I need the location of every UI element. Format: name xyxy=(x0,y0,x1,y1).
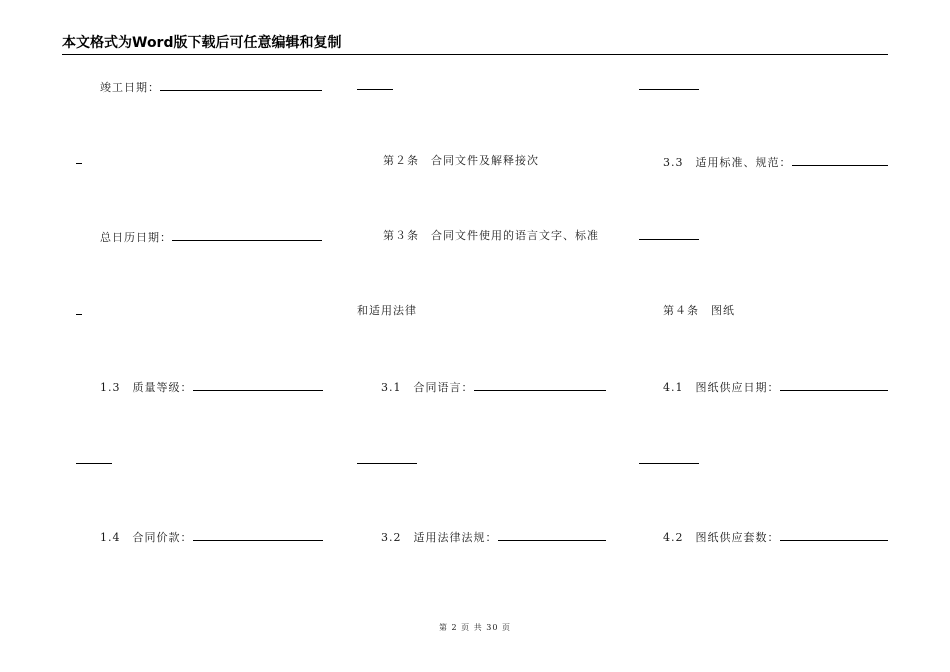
drawing-date-line xyxy=(663,379,888,395)
page-footer xyxy=(0,623,950,633)
standards-label: 3.3 适用标准、规范： xyxy=(663,156,792,169)
article-2 xyxy=(383,154,539,168)
drawing-sets-label: 4.2 图纸供应套数： xyxy=(663,531,780,544)
quality-line xyxy=(100,379,323,395)
article-3-text-cont: 和适用法律 xyxy=(357,304,417,317)
article-2-text: 第２条 合同文件及解释接次 xyxy=(383,154,539,167)
article-3-line-2 xyxy=(357,304,417,318)
page-header xyxy=(62,34,888,55)
language-line xyxy=(381,379,606,395)
total-days-line xyxy=(100,229,322,245)
dash-mark xyxy=(76,163,82,164)
quality-blank-continued xyxy=(76,463,112,464)
standards-blank-continued xyxy=(639,239,699,240)
article-3-line-1 xyxy=(383,229,599,243)
standards-line xyxy=(663,154,888,170)
completion-date-label: 竣工日期： xyxy=(100,81,160,94)
drawing-date-blank xyxy=(780,379,888,391)
dash-mark xyxy=(76,314,82,315)
price-line xyxy=(100,529,323,545)
price-blank xyxy=(193,529,323,541)
total-days-label: 总日历日期： xyxy=(100,231,172,244)
law-label: 3.2 适用法律法规： xyxy=(381,531,498,544)
drawing-date-label: 4.1 图纸供应日期： xyxy=(663,381,780,394)
blank-continued xyxy=(639,89,699,90)
law-blank xyxy=(498,529,606,541)
price-label: 1.4 合同价款： xyxy=(100,531,193,544)
article-3-text: 第３条 合同文件使用的语言文字、标准 xyxy=(383,229,599,242)
header-title: 本文格式为Word版下载后可任意编辑和复制 xyxy=(62,35,342,51)
article-4-text: 第４条 图纸 xyxy=(663,304,735,317)
total-days-blank xyxy=(172,229,322,241)
standards-blank xyxy=(792,154,888,166)
article-4 xyxy=(663,304,735,318)
completion-date-blank xyxy=(160,79,322,91)
completion-date-line xyxy=(100,79,322,95)
quality-blank xyxy=(193,379,323,391)
drawing-sets-line xyxy=(663,529,888,545)
language-label: 3.1 合同语言： xyxy=(381,381,474,394)
blank-continued xyxy=(357,89,393,90)
language-blank-continued xyxy=(357,463,417,464)
page-number: 第 2 页 共 30 页 xyxy=(439,623,511,632)
drawing-date-blank-continued xyxy=(639,463,699,464)
language-blank xyxy=(474,379,606,391)
drawing-sets-blank xyxy=(780,529,888,541)
law-line xyxy=(381,529,606,545)
quality-label: 1.3 质量等级： xyxy=(100,381,193,394)
